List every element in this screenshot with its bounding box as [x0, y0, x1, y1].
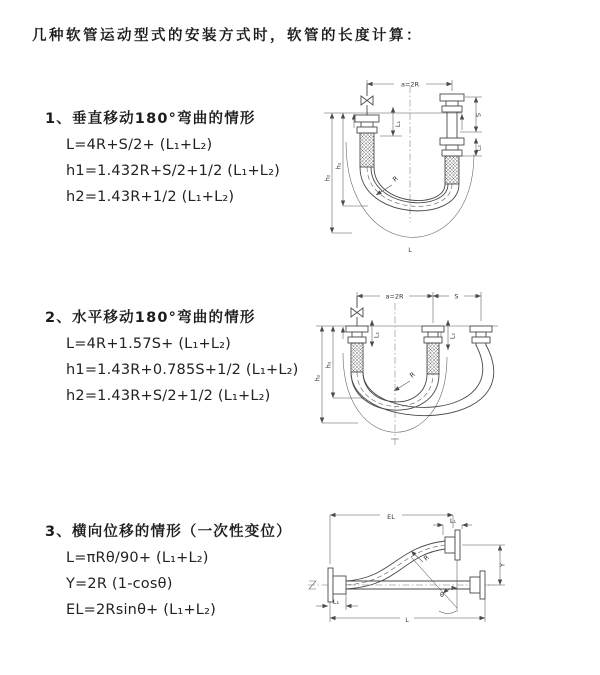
d2-right-pipe-end: [470, 326, 492, 346]
section-1-heading: 1、垂直移动180°弯曲的情形: [45, 111, 256, 127]
d3-top-flange: [445, 530, 460, 560]
d3-hose-assembly: [308, 530, 496, 602]
d3-dim-label-el: EL: [387, 513, 395, 521]
d1-dim-label-s: S: [474, 112, 483, 118]
d1-dim-label-a: a=2R: [400, 80, 420, 89]
d2-dim-label-h2: h₂: [313, 374, 322, 382]
d3-dim-label-r: R: [422, 553, 431, 563]
d1-dim-label-l: L: [408, 246, 412, 254]
page-title: 几种软管运动型式的安装方式时，软管的长度计算：: [32, 28, 423, 44]
d3-dim-label-y: Y: [498, 563, 507, 567]
d1-dim-label-l2: L₂: [474, 144, 483, 152]
d2-dim-label-r: R: [408, 370, 417, 380]
d1-dim-label-r: R: [391, 174, 400, 184]
diagram-1-vertical-180-bend: [310, 70, 600, 260]
d1-left-pipe-end: [355, 115, 379, 167]
d1-dim-label-h2: h₂: [323, 174, 332, 182]
diagram-2-horizontal-180-bend: [308, 283, 600, 461]
section-3-formula-EL: EL=2Rsinθ+ (L₁+L₂): [66, 602, 216, 618]
diagram-3-lateral-displacement: [300, 498, 600, 660]
d1-dim-label-h1: h₁: [334, 162, 343, 170]
d2-dimension-lines: [314, 292, 499, 423]
braided-hose-section: [445, 156, 459, 184]
d1-dim-label-l1: L₁: [394, 120, 402, 128]
section-1-formula-h1: h1=1.432R+S/2+1/2 (L₁+L₂): [66, 163, 280, 179]
d2-dim-label-a: a=2R: [385, 292, 404, 301]
valve-icon: [361, 84, 373, 115]
section-3-heading: 3、横向位移的情形（一次性变位）: [45, 524, 292, 540]
braided-hose-section: [360, 133, 374, 167]
section-1-formula-L: L=4R+S/2+ (L₁+L₂): [66, 137, 213, 153]
d1-hose-assembly: [346, 84, 474, 254]
d3-dim-label-theta: θ: [440, 591, 444, 599]
d3-right-flange: [470, 571, 485, 599]
braided-hose-section: [351, 343, 363, 372]
d1-right-pipe-end: [440, 94, 464, 184]
section-2-formula-h2: h2=1.43R+S/2+1/2 (L₁+L₂): [66, 388, 271, 404]
valve-icon: [351, 296, 363, 326]
section-2-formula-L: L=4R+1.57S+ (L₁+L₂): [66, 336, 231, 352]
section-2-formula-h1: h1=1.43R+0.785S+1/2 (L₁+L₂): [66, 362, 299, 378]
d2-hose-assembly: [343, 296, 494, 445]
section-2-heading: 2、水平移动180°弯曲的情形: [45, 310, 256, 326]
d2-dim-label-l2: L₂: [448, 332, 457, 340]
d2-dim-label-l1: L₁: [372, 331, 381, 339]
d2-dim-label-h1: h₁: [324, 361, 333, 369]
d3-dim-label-l: L: [405, 616, 409, 624]
d2-left-pipe-end: [346, 326, 368, 372]
section-1-formula-h2: h2=1.43R+1/2 (L₁+L₂): [66, 189, 235, 205]
d2-dim-label-s: S: [454, 292, 459, 301]
section-3-formula-Y: Y=2R (1-cosθ): [66, 576, 173, 592]
braided-hose-section: [427, 343, 439, 374]
d2-middle-pipe-end: [422, 326, 444, 374]
d3-dim-label-l1-top: L₁: [449, 517, 457, 525]
d3-dim-label-l1-bottom: L₁: [332, 598, 340, 606]
d3-dimension-lines: [316, 513, 507, 624]
d3-left-flange: [328, 568, 346, 602]
section-3-formula-L: L=πRθ/90+ (L₁+L₂): [66, 550, 209, 566]
